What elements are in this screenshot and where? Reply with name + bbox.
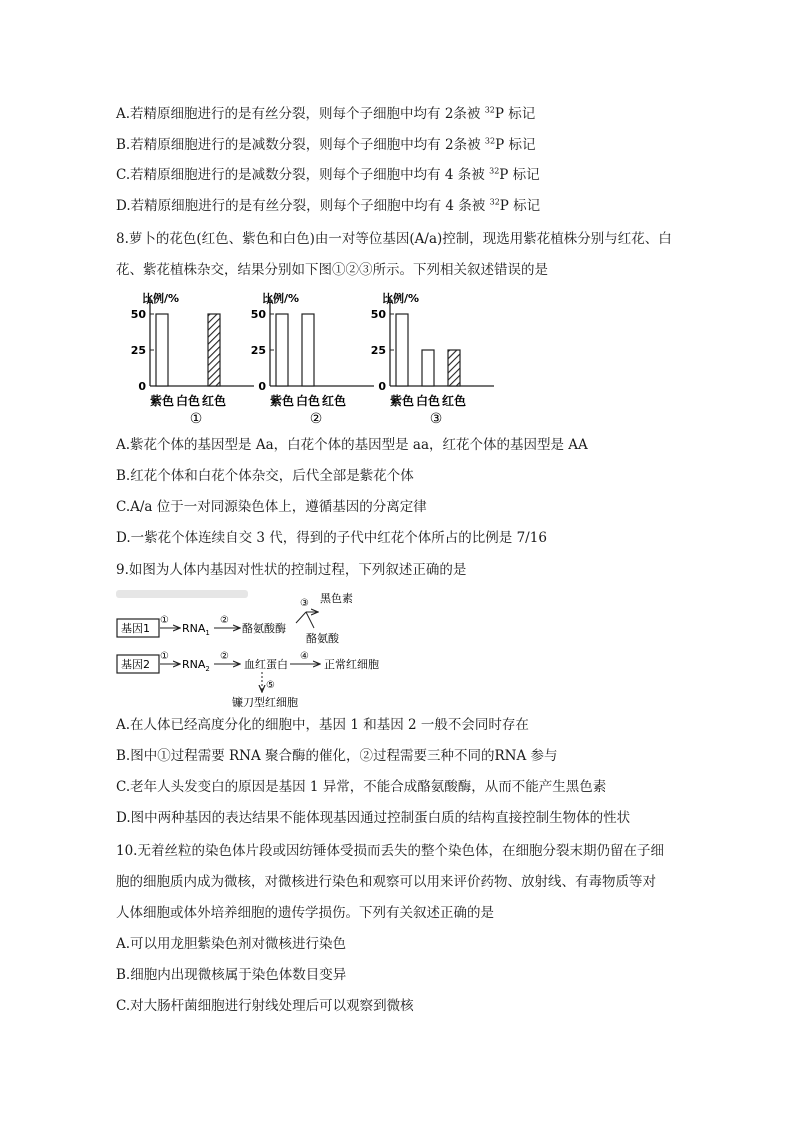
rna1-label: $RNA_1$ — [182, 622, 210, 637]
melanin-label: 黑色素 — [320, 592, 353, 605]
y-tick-label: 50 — [250, 308, 266, 321]
y-tick-label: 25 — [250, 344, 266, 357]
q8-option-b: B.红花个体和白花个体杂交，后代全部是紫花个体 — [116, 468, 414, 484]
q10-stem-line2: 胞的细胞质内成为微核，对微核进行染色和观察可以用来评价药物、放射线、有毒物质等对 — [116, 874, 656, 890]
step2-label-row1: ② — [220, 615, 229, 626]
y-tick-label: 50 — [370, 308, 386, 321]
step1-label-row1: ① — [160, 615, 169, 626]
q7-option-d-tail: P 标记 — [499, 198, 541, 214]
x-tick-label: 白色 — [415, 394, 441, 408]
x-tick-label: 白色 — [175, 394, 201, 408]
step3-label: ③ — [300, 598, 309, 609]
x-tick-label: 红色 — [201, 394, 227, 408]
q7-option-a-tail: P 标记 — [494, 106, 536, 122]
q7-option-d-text: D.若精原细胞进行的是有丝分裂，则每个子细胞中均有 4 条被 — [116, 198, 490, 214]
q7-option-d-sup: 32 — [489, 197, 500, 207]
q7-option-b-sup: 32 — [484, 136, 496, 146]
tyrosine-label: 酪氨酸 — [306, 632, 339, 645]
q7-option-c-sup: 32 — [489, 166, 500, 176]
q10-option-a: A.可以用龙胆紫染色剂对微核进行染色 — [116, 936, 347, 952]
y-axis-label: 比例/% — [262, 292, 300, 305]
blurred-label — [116, 590, 248, 598]
q7-option-b-tail: P 标记 — [495, 137, 536, 153]
q7-option-a-text: A.若精原细胞进行的是有丝分裂，则每个子细胞中均有 2条被 — [116, 106, 485, 122]
y-tick-label: 0 — [258, 380, 266, 393]
y-tick-label: 50 — [130, 308, 146, 321]
hemoglobin-label: 血红蛋白 — [244, 658, 288, 671]
step5-label: ⑤ — [266, 680, 275, 691]
q10-option-c: C.对大肠杆菌细胞进行射线处理后可以观察到微核 — [116, 998, 414, 1014]
q8-option-a: A.紫花个体的基因型是 Aa，白花个体的基因型是 aa，红花个体的基因型是 AA — [116, 437, 588, 453]
q9-option-c: C.老年人头发变白的原因是基因 1 异常，不能合成酪氨酸酶，从而不能产生黑色素 — [116, 779, 607, 795]
q10-option-b: B.细胞内出现微核属于染色体数目变异 — [116, 967, 347, 983]
q9-option-a: A.在人体已经高度分化的细胞中，基因 1 和基因 2 一般不会同时存在 — [116, 717, 529, 733]
x-tick-label: 红色 — [441, 394, 467, 408]
arrow-step3 — [296, 612, 306, 623]
q8-option-c: C.A/a 位于一对同源染色体上，遵循基因的分离定律 — [116, 499, 427, 515]
gene1-label: 基因1 — [121, 622, 150, 635]
x-tick-label: 白色 — [295, 394, 321, 408]
step1-label-row2: ① — [160, 651, 169, 662]
normal-rbc-label: 正常红细胞 — [324, 658, 379, 671]
chart-caption: ② — [309, 411, 323, 427]
q8-stem-line1: 8.萝卜的花色(红色、紫色和白色)由一对等位基因(A/a)控制，现选用紫花植株分别与红花、白 — [116, 231, 672, 247]
sickle-rbc-label: 镰刀型红细胞 — [232, 696, 298, 709]
rna2-label: $RNA_2$ — [182, 658, 210, 673]
y-tick-label: 25 — [370, 344, 386, 357]
x-tick-label: 紫色 — [149, 394, 175, 408]
x-tick-label: 红色 — [321, 394, 347, 408]
y-tick-label: 0 — [378, 380, 386, 393]
step4-label: ④ — [300, 651, 309, 662]
step2-label-row2: ② — [220, 651, 229, 662]
q9-option-d: D.图中两种基因的表达结果不能体现基因通过控制蛋白质的结构直接控制生物体的性状 — [116, 810, 631, 826]
y-tick-label: 25 — [130, 344, 146, 357]
gene2-label: 基因2 — [121, 658, 150, 671]
y-axis-label: 比例/% — [382, 292, 420, 305]
x-tick-label: 紫色 — [269, 394, 295, 408]
chart-caption: ③ — [429, 411, 443, 427]
enzyme-label: 酪氨酸酶 — [242, 622, 286, 635]
q8-stem-line2: 花、紫花植株杂交，结果分别如下图①②③所示。下列相关叙述错误的是 — [116, 262, 548, 278]
q10-stem-line3: 人体细胞或体外培养细胞的遗传学损伤。下列有关叙述正确的是 — [116, 905, 494, 921]
q7-option-b-text: B.若精原细胞进行的是减数分裂，则每个子细胞中均有 2条被 — [116, 137, 485, 153]
tyrosine-connector — [306, 612, 314, 628]
x-tick-label: 紫色 — [389, 394, 415, 408]
q9-option-b: B.图中①过程需要 RNA 聚合酶的催化，②过程需要三种不同的RNA 参与 — [116, 748, 558, 764]
q8-option-d: D.一紫花个体连续自交 3 代，得到的子代中红花个体所占的比例是 7/16 — [116, 530, 547, 546]
q7-option-c-text: C.若精原细胞进行的是减数分裂，则每个子细胞中均有 4 条被 — [116, 167, 490, 183]
q7-option-c-tail: P 标记 — [499, 167, 540, 183]
y-axis-label: 比例/% — [142, 292, 180, 305]
y-tick-label: 0 — [138, 380, 146, 393]
q7-option-a-sup: 32 — [484, 105, 495, 115]
q9-stem: 9.如图为人体内基因对性状的控制过程，下列叙述正确的是 — [116, 562, 467, 578]
q10-stem-line1: 10.无着丝粒的染色体片段或因纺锤体受损而丢失的整个染色体，在细胞分裂末期仍留在子细 — [116, 843, 664, 859]
chart-caption: ① — [189, 411, 203, 427]
